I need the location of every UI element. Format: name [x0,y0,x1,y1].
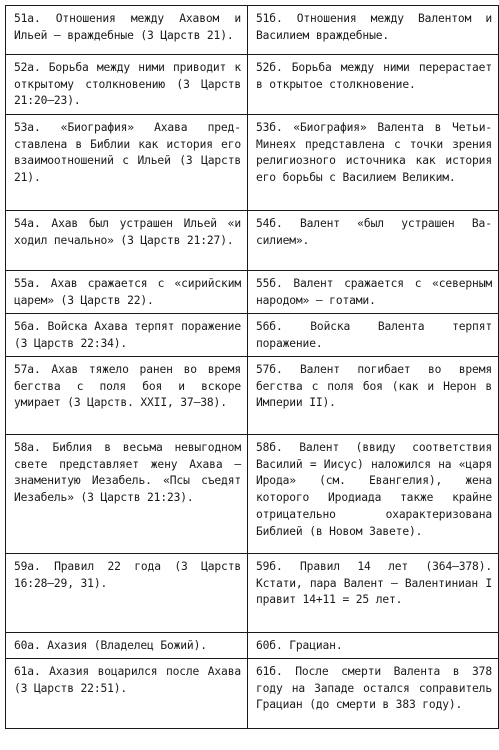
row-59-left-cell: 59а. Правил 22 года (3 Царств 16:28–29, 31). [6,554,248,633]
table-row [6,357,499,435]
table-row [6,115,499,211]
row-56-right-cell: 56б. Войска Валента терпят поражение. [248,314,499,357]
row-59-right-cell: 59б. Правил 14 лет (364–378). Кстати, пара Валент – Валентиниан I правит 14+11 = 25 лет. [248,554,499,633]
row-55-right-cell: 55б. Валент сражается с «северным народом» – готами. [248,271,499,314]
table-row [6,554,499,633]
row-61-left-cell: 61а. Ахазия воцарился после Ахава (3 Царств 22:51). [6,659,248,729]
row-57-left-cell: 57а. Ахав тяжело ранен во время бегства с поля боя и вскоре умирает (3 Царств. XXII, 37–38). [6,357,248,435]
table-row [6,211,499,271]
row-60-right-cell: 60б. Грациан. [248,633,499,659]
row-56-left-cell: 56а. Войска Ахава терпят поражение (3 Царств 22:34). [6,314,248,357]
row-57-right-cell: 57б. Валент погибает во время бегства с поля боя (как и Нерон в Империи II). [248,357,499,435]
row-53-left-cell: 53а. «Биография» Ахава представлена в Библии как история его взаимоотношений с Ильей (3 Царств 21). [6,115,248,211]
row-55-left-cell: 55а. Ахав сражается с «сирийским царем» (3 Царств 22). [6,271,248,314]
comparison-table-body [6,6,499,729]
row-54-left-cell: 54а. Ахав был устрашен Ильей «и ходил печально» (3 Царств 21:27). [6,211,248,271]
row-58-right-cell: 58б. Валент (ввиду соответствия Василий = Иисус) наложился на «царя Ирода» (см. Евангелия), жена которого Иродиада также крайне отрицательно охарактеризована Библией (в Новом Завете). [248,435,499,554]
row-52-right-cell: 52б. Борьба между ними перерастает в открытое столкновение. [248,55,499,115]
table-row [6,314,499,357]
table-row [6,6,499,55]
row-52-left-cell: 52а. Борьба между ними приводит к открытому столкновению (3 Царств 21:20–23). [6,55,248,115]
row-54-right-cell: 54б. Валент «был устрашен Василием». [248,211,499,271]
row-60-left-cell: 60а. Ахазия (Владелец Божий). [6,633,248,659]
table-row [6,55,499,115]
row-51-right-cell: 51б. Отношения между Валентом и Василием враждебные. [248,6,499,55]
table-row [6,659,499,729]
table-row [6,633,499,659]
row-61-right-cell: 61б. После смерти Валента в 378 году на Западе остался соправитель Грациан (до смерти в 383 году). [248,659,499,729]
row-51-left-cell: 51а. Отношения между Ахавом и Ильей – враждебные (3 Царств 21). [6,6,248,55]
row-58-left-cell: 58а. Библия в весьма невыгодном свете представляет жену Ахава – знаменитую Иезабель. «Псы съедят Иезабель» (3 Царств 21:23). [6,435,248,554]
table-row [6,271,499,314]
comparison-table [5,5,499,729]
table-row [6,435,499,554]
row-53-right-cell: 53б. «Биография» Валента в Четьи-Минеях представлена с точки зрения религиозного источника как история его борьбы с Василием Великим. [248,115,499,211]
